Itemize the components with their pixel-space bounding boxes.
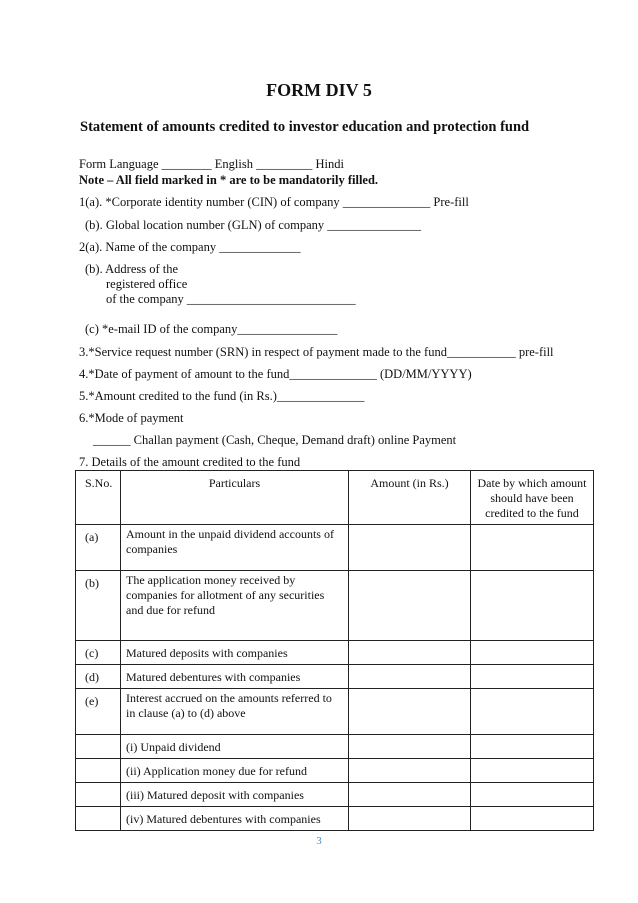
mandatory-note: Note – All field marked in * are to be mandatorily filled. (79, 173, 379, 187)
row-particulars: The application money received by companies for allotment of any securities and due for refund (121, 571, 349, 641)
row-date-cell (471, 641, 594, 665)
table-row (76, 665, 594, 689)
field-1a-cin: 1(a). *Corporate identity number (CIN) of company ______________ Pre-fill (79, 195, 469, 209)
field-7-details-heading: 7. Details of the amount credited to the fund (79, 455, 301, 469)
row-particulars: (ii) Application money due for refund (121, 759, 349, 783)
row-amount-cell (349, 525, 471, 571)
row-sno: (e) (76, 689, 121, 735)
row-amount-cell (349, 665, 471, 689)
form-subtitle: Statement of amounts credited to investor education and protection fund (80, 119, 530, 135)
field-2b-address-line1: (b). Address of the (85, 262, 179, 276)
field-2c-email: (c) *e-mail ID of the company________________ (85, 322, 338, 336)
table-row (76, 571, 594, 641)
field-4-payment-date: 4.*Date of payment of amount to the fund______________ (DD/MM/YYYY) (79, 367, 472, 381)
row-amount-cell (349, 807, 471, 831)
table-row (76, 759, 594, 783)
row-sno (76, 807, 121, 831)
row-amount-cell (349, 689, 471, 735)
row-particulars: Matured deposits with companies (121, 641, 349, 665)
row-particulars: (i) Unpaid dividend (121, 735, 349, 759)
row-amount-cell (349, 759, 471, 783)
row-date-cell (471, 525, 594, 571)
table-row (76, 783, 594, 807)
table-row (76, 689, 594, 735)
header-amount: Amount (in Rs.) (349, 471, 471, 525)
row-amount-cell (349, 641, 471, 665)
row-date-cell (471, 807, 594, 831)
table-row (76, 807, 594, 831)
row-date-cell (471, 665, 594, 689)
table-row (76, 641, 594, 665)
table-header-row (76, 471, 594, 525)
field-5-amount: 5.*Amount credited to the fund (in Rs.)______________ (79, 389, 365, 403)
row-sno: (b) (76, 571, 121, 641)
form-language-line: Form Language ________ English _________ Hindi (79, 157, 344, 171)
header-sno: S.No. (76, 471, 121, 525)
row-sno (76, 735, 121, 759)
row-particulars: (iii) Matured deposit with companies (121, 783, 349, 807)
row-amount-cell (349, 571, 471, 641)
header-particulars: Particulars (121, 471, 349, 525)
row-amount-cell (349, 735, 471, 759)
field-2a-company-name: 2(a). Name of the company _____________ (79, 240, 301, 254)
row-sno: (a) (76, 525, 121, 571)
row-date-cell (471, 759, 594, 783)
row-particulars: (iv) Matured debentures with companies (121, 807, 349, 831)
header-date: Date by which amount should have been credited to the fund (471, 471, 594, 525)
row-date-cell (471, 735, 594, 759)
row-sno: (d) (76, 665, 121, 689)
field-1b-gln: (b). Global location number (GLN) of company _______________ (85, 218, 422, 232)
row-amount-cell (349, 783, 471, 807)
field-2b-address-line3: of the company ___________________________ (106, 292, 356, 306)
row-sno (76, 783, 121, 807)
amount-credited-table (75, 470, 594, 831)
row-particulars: Amount in the unpaid dividend accounts of companies (121, 525, 349, 571)
field-6-mode-of-payment: 6.*Mode of payment (79, 411, 184, 425)
field-2b-address-line2: registered office (106, 277, 188, 291)
field-3-srn: 3.*Service request number (SRN) in respect of payment made to the fund___________ pre-fill (79, 345, 554, 359)
row-sno (76, 759, 121, 783)
form-title: FORM DIV 5 (266, 80, 372, 100)
field-6-payment-options: ______ Challan payment (Cash, Cheque, Demand draft) online Payment (93, 433, 457, 447)
row-date-cell (471, 783, 594, 807)
row-particulars: Matured debentures with companies (121, 665, 349, 689)
page-number: 3 (316, 835, 322, 847)
row-particulars: Interest accrued on the amounts referred to in clause (a) to (d) above (121, 689, 349, 735)
row-sno: (c) (76, 641, 121, 665)
table-row (76, 735, 594, 759)
table-row (76, 525, 594, 571)
row-date-cell (471, 571, 594, 641)
row-date-cell (471, 689, 594, 735)
